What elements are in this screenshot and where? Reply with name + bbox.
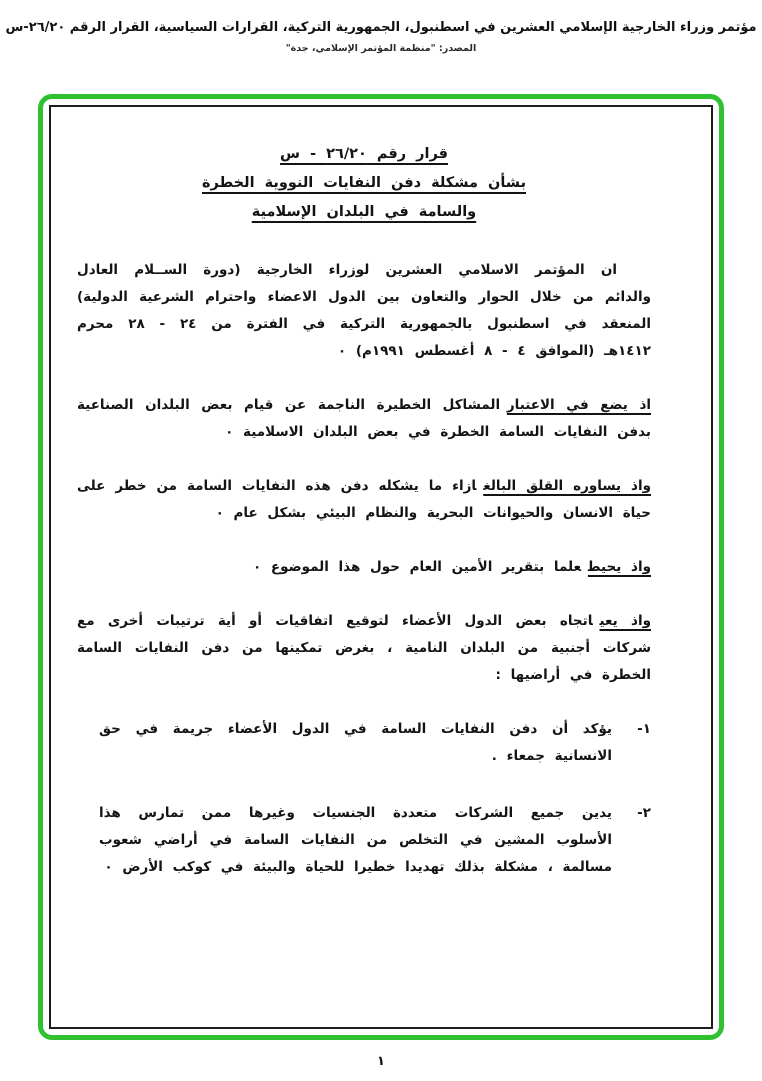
resolution-number-line: قرار رقم ٢٦/٢٠ - س — [280, 146, 448, 162]
preamble-paragraph — [77, 257, 651, 365]
concern-paragraph — [77, 473, 651, 527]
paragraph-text: ان المؤتمر الاسلامي العشرين لوزراء الخارجية (دورة الســلام العادل والدائم من خلال الحوار والتعاون بين الدول الاعضاء واحترام الشرعية الدولية) المنعقد في اسطنبول بالجمهورية التركية في الفترة من ٢٤ - ٢٨ محرم ١٤١٢هـ (الموافق ٤ - ٨ أغسطس ١٩٩١م) ٠ — [77, 262, 651, 359]
citation-source: المصدر: "منظمة المؤتمر الإسلامي، جدة" — [285, 43, 477, 54]
operative-lead: اذ يضع في الاعتبار — [506, 397, 652, 413]
resolution-title — [77, 140, 651, 227]
operative-lead: واذ يساوره القلق البالغ — [483, 478, 651, 494]
citation-header — [0, 0, 762, 54]
paragraph-text: علما بتقرير الأمين العام حول هذا الموضوع ٠ — [252, 559, 582, 575]
operative-lead: واذ يحيط — [587, 559, 651, 575]
operative-item-1 — [77, 716, 651, 770]
aware-paragraph — [77, 608, 651, 689]
resolution-subject-line-2: والسامة في البلدان الإسلامية — [251, 204, 477, 220]
considering-paragraph — [77, 392, 651, 446]
resolution-subject-line-1: بشأن مشكلة دفن النفايات النووية الخطرة — [201, 175, 527, 191]
scanned-page — [49, 105, 713, 1029]
page-number: ١ — [377, 1054, 385, 1069]
item-number: ٢- — [637, 805, 651, 821]
item-number: ١- — [637, 721, 651, 737]
item-text: يدين جميع الشركات متعددة الجنسيات وغيرها ممن تمارس هذا الأسلوب المشين في التخلص من النفايات السامة في أراضي شعوب مسالمة ، مشكلة بذلك تهديدا خطيرا للحياة والبيئة في كوكب الأرض ٠ — [99, 805, 612, 875]
resolution-document — [51, 107, 711, 917]
operative-lead: واذ يعي — [599, 613, 651, 629]
paragraph-text: ازاء ما يشكله دفن هذه النفايات السامة من خطر على حياة الانسان والحيوانات البحرية والنظام البيئي بشكل عام ٠ — [77, 478, 651, 521]
operative-item-2 — [77, 800, 651, 881]
citation-title: مؤتمر وزراء الخارجية الإسلامي العشرين في اسطنبول، الجمهورية التركية، القرارات السياسية، القرار الرقم ٢٦/٢٠-س — [5, 20, 757, 35]
item-text: يؤكد أن دفن النفايات السامة في الدول الأعضاء جريمة في حق الانسانية جمعاء . — [99, 721, 612, 764]
paragraph-text: المشاكل الخطيرة الناجمة عن قيام بعض البلدان الصناعية بدفن النفايات السامة الخطرة في بعض البلدان الاسلامية ٠ — [77, 397, 651, 440]
noting-paragraph — [77, 554, 651, 581]
paragraph-text: اتجاه بعض الدول الأعضاء لتوقيع اتفاقيات أو أية ترتيبات أخرى مع شركات أجنبية من البلدان النامية ، بغرض تمكينها من دفن النفايات السامة الخطرة في أراضيها : — [77, 613, 651, 683]
highlight-frame — [38, 94, 724, 1040]
